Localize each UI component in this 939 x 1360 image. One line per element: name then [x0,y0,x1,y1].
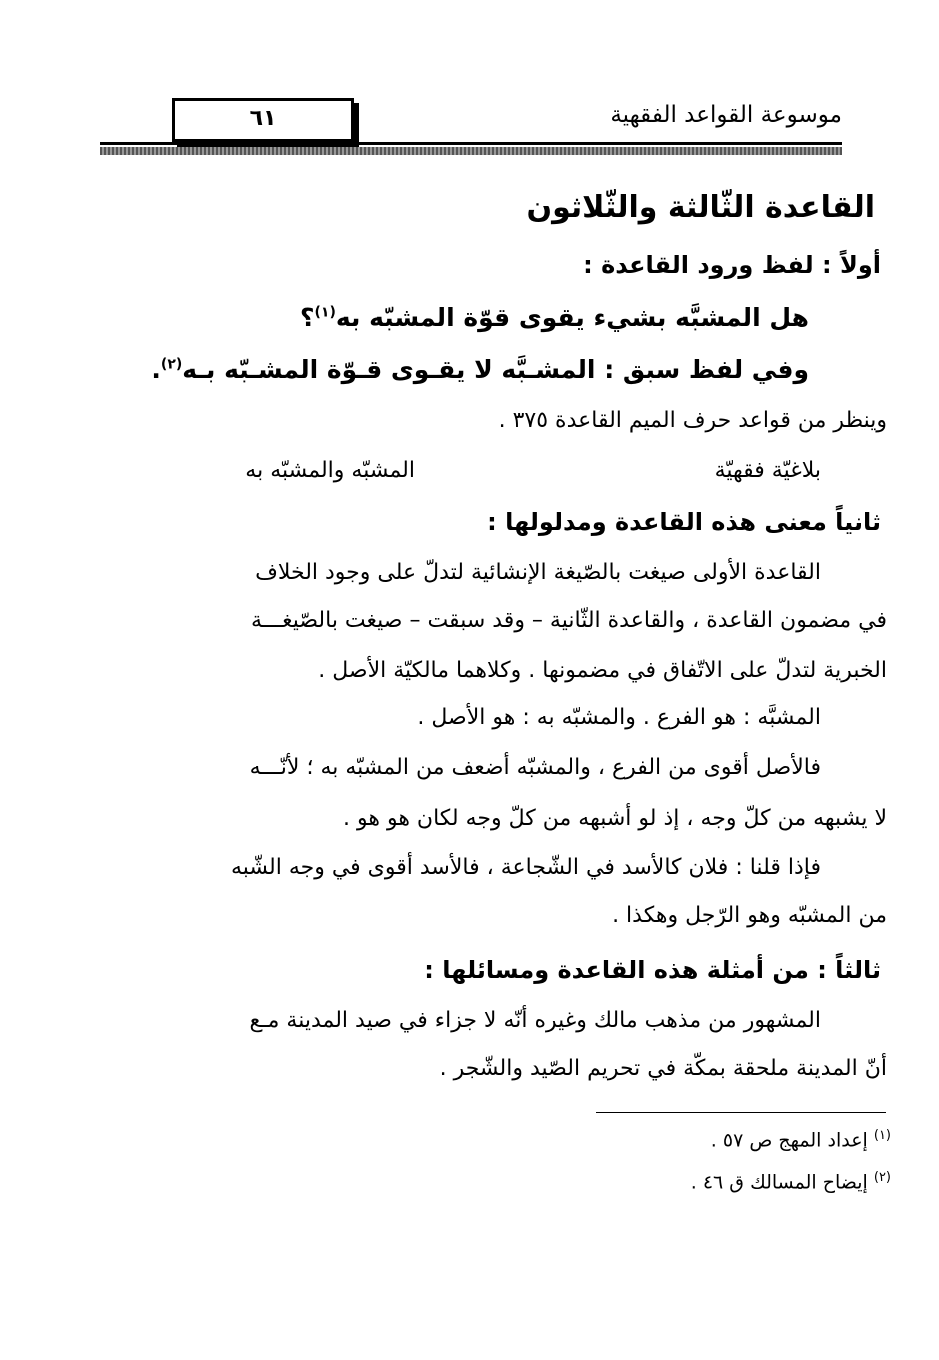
footnote-2 [691,1170,891,1193]
footnote-mark: (٢) [873,1170,891,1185]
rule-question-text: هل المشبَّه بشيء يقوى قوّة المشبّه به [335,303,809,332]
footnote-text: إيضاح المسالك ق ٤٦ . [690,1171,868,1194]
rule-question [300,303,809,332]
paragraph-line: في مضمون القاعدة ، والقاعدة الثّانية – وقد سبقت – صيغت بالصّيغـــة [250,608,887,633]
footnote-separator [596,1112,886,1113]
section-heading-wording: أولاً : لفظ ورود القاعدة : [583,251,881,279]
see-also-line: وينظر من قواعد حرف الميم القاعدة ٣٧٥ . [498,408,887,433]
header-rule-hatched [100,147,842,155]
topic-tag: المشبّه والمشبّه به [245,458,415,483]
footnote-1 [711,1128,891,1151]
rule-question-mark: ؟ [299,303,315,332]
rule-previous-wording [151,355,809,384]
paragraph-line: المشبَّه : هو الفرع . والمشبّه به : هو الأصل . [417,705,821,730]
rule-previous-end: . [151,355,161,384]
rule-title: القاعدة الثّالثة والثّلاثون [526,190,875,225]
paragraph-line: من المشبّه وهو الرّجل وهكذا . [612,903,887,928]
paragraph-line: فالأصل أقوى من الفرع ، والمشبّه أضعف من المشبّه به ؛ لأنّـــه [249,755,821,780]
paragraph-line: القاعدة الأولى صيغت بالصّيغة الإنشائية لتدلّ على وجود الخلاف [255,560,821,585]
header-rule [100,142,842,145]
paragraph-line: فإذا قلنا : فلان كالأسد في الشّجاعة ، فالأسد أقوى في وجه الشّبه [230,855,821,880]
page-number: ٦١ [172,98,354,142]
running-header [100,92,842,158]
footnote-mark: (١) [873,1128,891,1143]
paragraph-line: لا يشبهه من كلّ وجه ، إذ لو أشبهه من كلّ وجه لكان هو هو . [343,806,887,831]
paragraph-line: المشهور من مذهب مالك وغيره أنّه لا جزاء في صيد المدينة مـع [249,1008,821,1033]
footnote-text: إعداد المهج ص ٥٧ . [710,1129,868,1152]
section-heading-meaning: ثانياً معنى هذه القاعدة ومدلولها : [487,508,881,536]
section-heading-examples: ثالثاً : من أمثلة هذه القاعدة ومسائلها : [424,956,881,984]
classification-tag: بلاغيّة فقهيّة [714,458,821,483]
book-title: موسوعة القواعد الفقهية [610,102,842,128]
footnote-ref-2: (٢) [160,356,183,373]
paragraph-line: أنّ المدينة ملحقة بمكّة في تحريم الصّيد والشّجر . [439,1056,887,1081]
rule-previous-text: وفي لفظ سبق : المشـبَّه لا يقـوى قـوّة المشـبّه بـه [182,355,809,384]
paragraph-line: الخبرية لتدلّ على الاتّفاق في مضمونها . وكلاهما مالكيّة الأصل . [318,658,887,683]
footnote-ref-1: (١) [314,304,336,321]
